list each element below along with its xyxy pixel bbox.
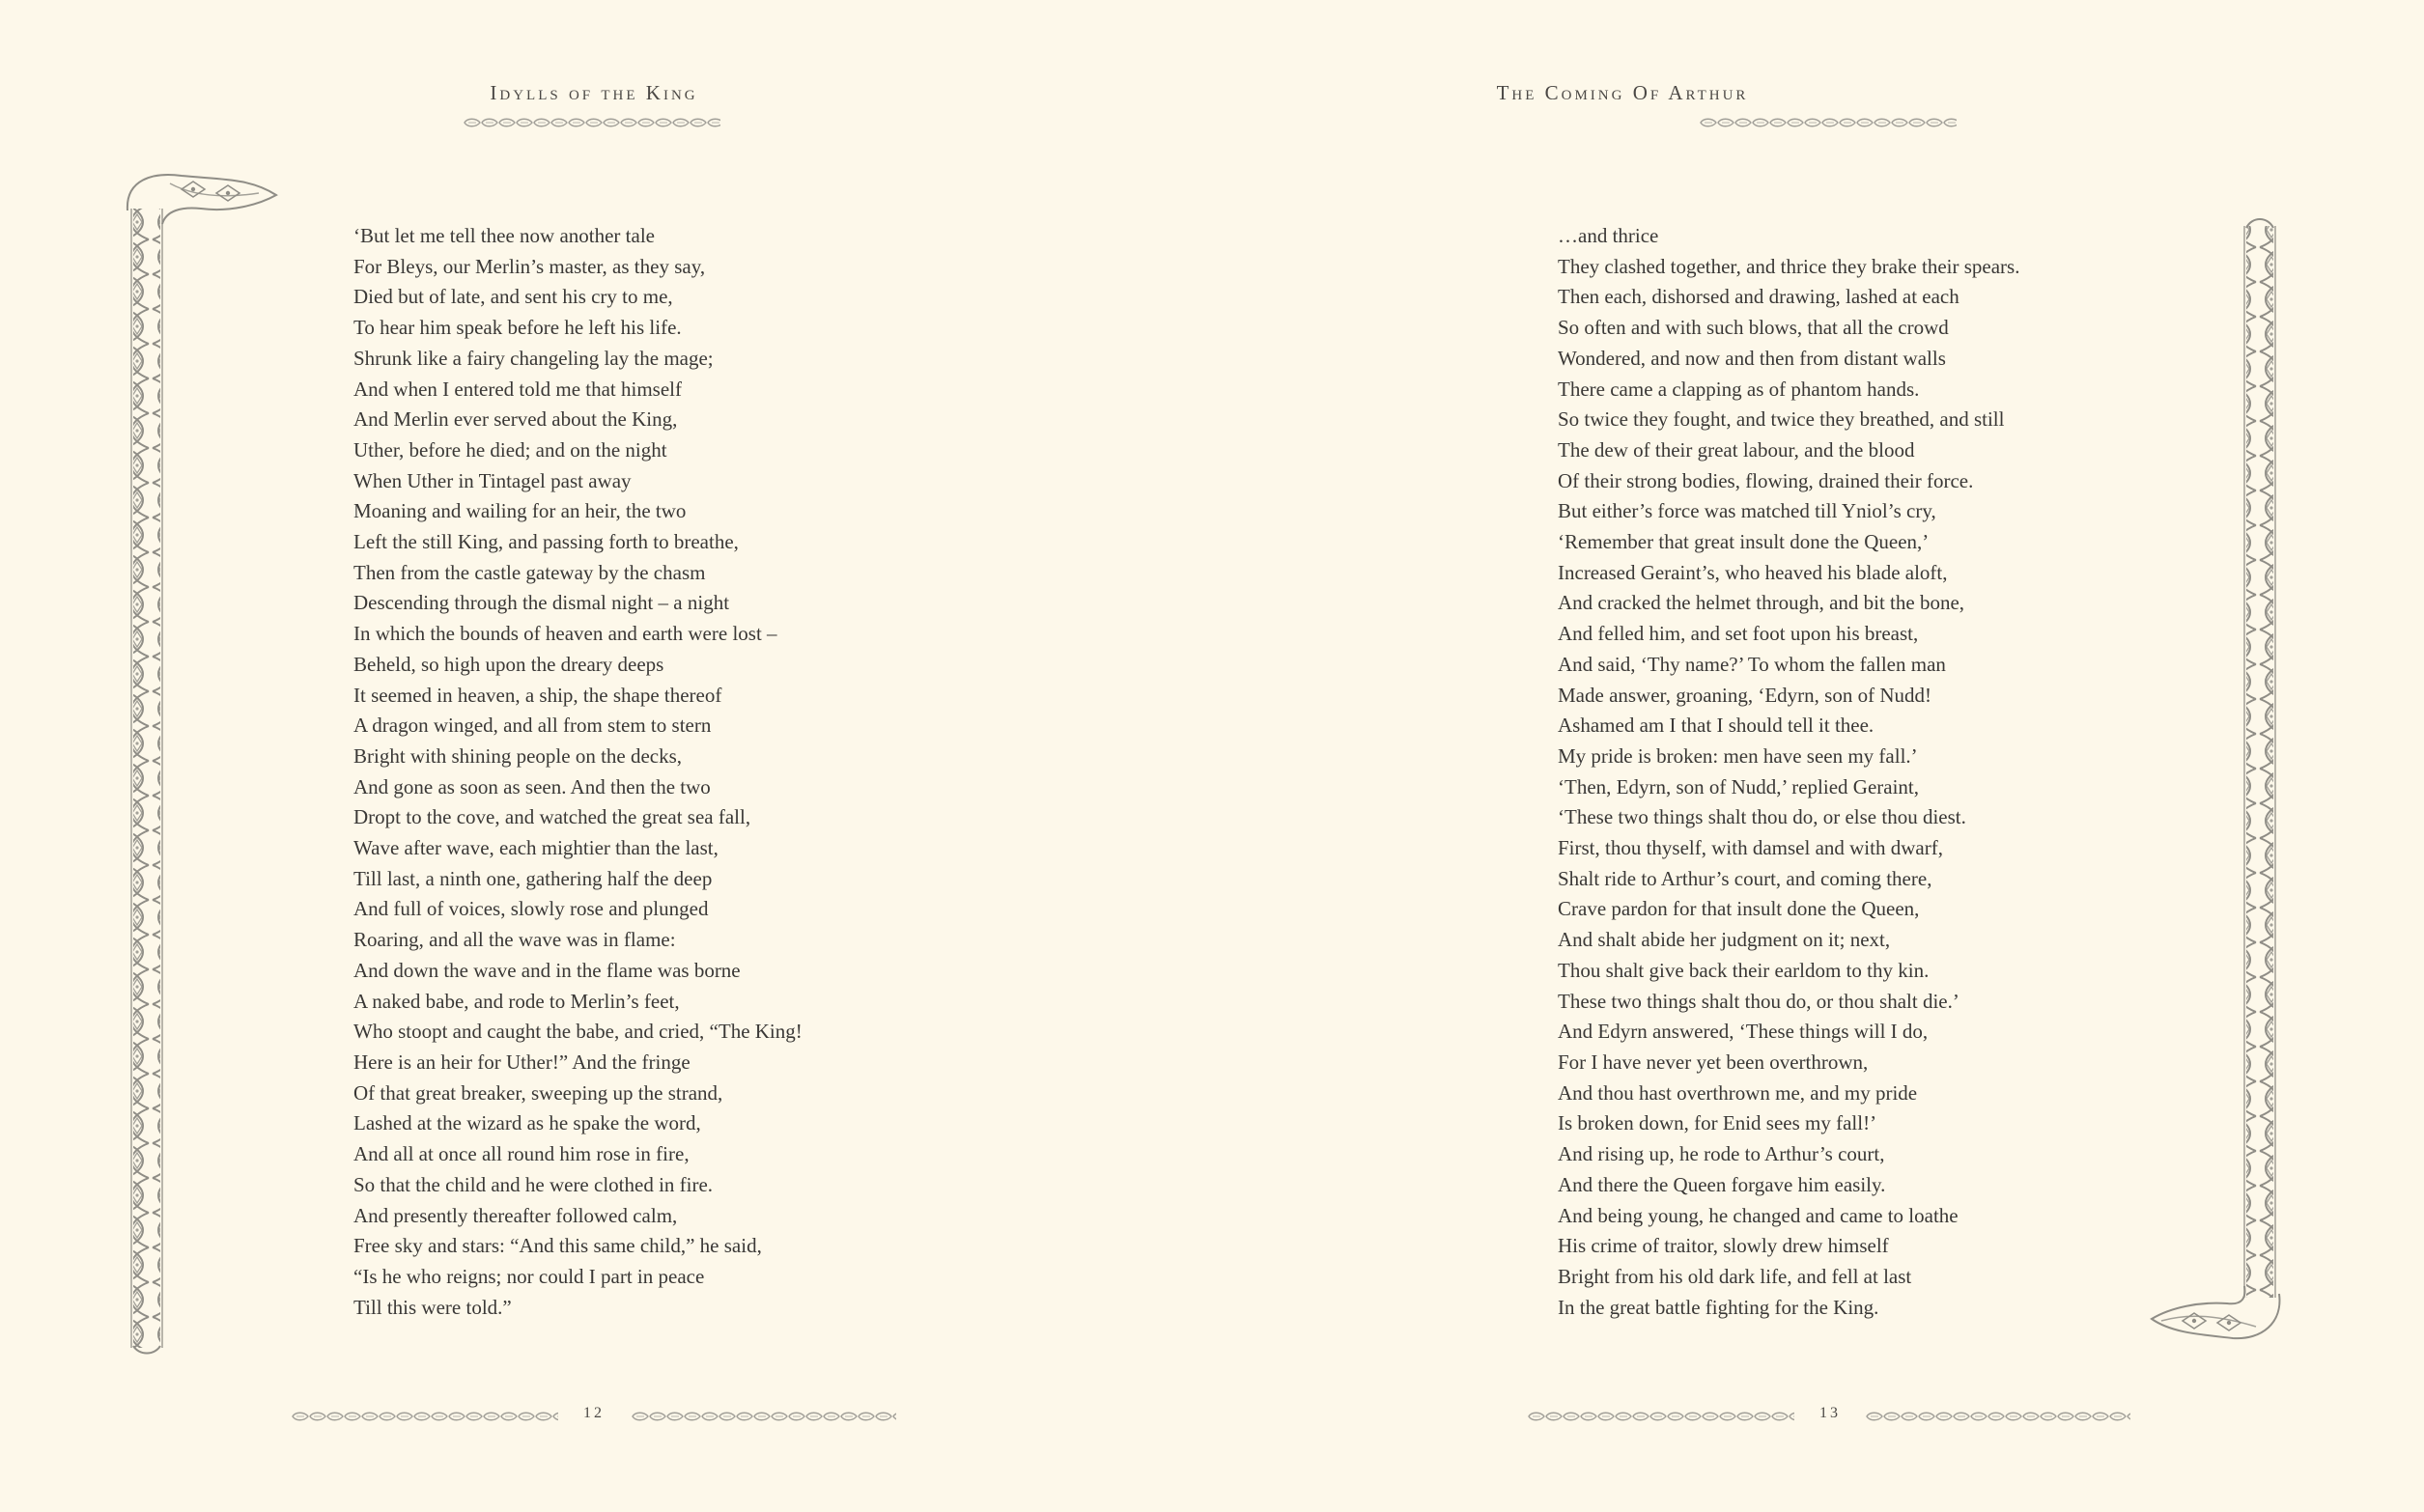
verse-line: And said, ‘Thy name?’ To whom the fallen man [1558,652,1946,676]
verse-line: Bright from his old dark life, and fell at last [1558,1264,1912,1288]
verse-line: Beheld, so high upon the dreary deeps [353,652,664,676]
verse-line: In which the bounds of heaven and earth were lost – [353,622,777,646]
verse-line: They clashed together, and thrice they brake their spears. [1558,254,2020,278]
verse-line: And all at once all round him rose in fire, [353,1142,690,1166]
verse-line: For I have never yet been overthrown, [1558,1050,1869,1074]
verse-line: A dragon winged, and all from stem to stern [353,714,712,738]
verse-line: And shalt abide her judgment on it; next, [1558,928,1891,952]
head-rule-ornament [1700,118,1957,127]
verse-line: “Is he who reigns; nor could I part in peace [353,1264,705,1288]
verse-line: Crave pardon for that insult done the Queen, [1558,897,1920,921]
verse-line: And Merlin ever served about the King, [353,407,678,432]
verse-line: There came a clapping as of phantom hands. [1558,377,1920,401]
verse-line: ‘Then, Edyrn, son of Nudd,’ replied Geraint, [1558,774,1920,798]
verse-line: …and thrice [1558,224,1659,247]
verse-line: Left the still King, and passing forth to breathe, [353,530,739,554]
verse-line: ‘But let me tell thee now another tale [353,224,655,247]
verse-line: And full of voices, slowly rose and plunged [353,897,709,921]
verse-line: Of that great breaker, sweeping up the strand, [353,1080,723,1105]
verse-line: And there the Queen forgave him easily. [1558,1172,1886,1196]
verse-line: And rising up, he rode to Arthur’s court, [1558,1142,1885,1166]
verse-line: For Bleys, our Merlin’s master, as they say, [353,254,706,278]
verse-line: In the great battle fighting for the King. [1558,1295,1879,1319]
verse-line: Ashamed am I that I should tell it thee. [1558,714,1874,738]
page-number-right: 13 [1819,1405,1841,1421]
verse-line: So twice they fought, and twice they breathed, and still [1558,407,2005,432]
verse-line: Wondered, and now and then from distant walls [1558,346,1946,370]
verse-line: And when I entered told me that himself [353,377,682,401]
verse-line: Died but of late, and sent his cry to me, [353,285,673,309]
verse-line: Of their strong bodies, flowing, drained their force. [1558,468,1974,492]
running-head-right: The Coming Of Arthur [1496,81,1749,104]
verse-line: Here is an heir for Uther!” And the fringe [353,1050,691,1074]
foot-rule-ornament [1866,1412,2130,1421]
verse-line: My pride is broken: men have seen my fall.’ [1558,743,1918,768]
verse-line: Lashed at the wizard as he spake the word, [353,1111,701,1135]
verse-line: The dew of their great labour, and the blood [1558,437,1915,462]
verse-line: A naked babe, and rode to Merlin’s feet, [353,989,680,1013]
verse-line: And presently thereafter followed calm, [353,1203,678,1227]
verse-line: And being young, he changed and came to loathe [1558,1203,1959,1227]
verse-line: Made answer, groaning, ‘Edyrn, son of Nudd! [1558,683,1931,707]
verse-line: And gone as soon as seen. And then the two [353,774,711,798]
verse-line: Moaning and wailing for an heir, the two [353,499,687,523]
verse-line: And down the wave and in the flame was borne [353,958,741,982]
verse-line: His crime of traitor, slowly drew himself [1558,1234,1889,1258]
verse-line: Shrunk like a fairy changeling lay the mage; [353,346,714,370]
verse-right [1558,221,2019,1323]
verse-line: Wave after wave, each mightier than the last, [353,836,719,860]
verse-line: And Edyrn answered, ‘These things will I do, [1558,1020,1929,1044]
verse-line: Is broken down, for Enid sees my fall!’ [1558,1111,1877,1135]
verse-line: And cracked the helmet through, and bit the bone, [1558,591,1965,615]
verse-line: Roaring, and all the wave was in flame: [353,928,676,952]
verse-line: When Uther in Tintagel past away [353,468,632,492]
verse-line: Till this were told.” [353,1295,512,1319]
verse-line: Shalt ride to Arthur’s court, and coming there, [1558,866,1932,890]
verse-line: Free sky and stars: “And this same child,” he said, [353,1234,762,1258]
verse-line: It seemed in heaven, a ship, the shape thereof [353,683,722,707]
verse-line: But either’s force was matched till Yniol’s cry, [1558,499,1936,523]
verse-line: Thou shalt give back their earldom to thy kin. [1558,958,1930,982]
verse-line: Descending through the dismal night – a night [353,591,730,615]
verse-line: And thou hast overthrown me, and my pride [1558,1080,1918,1105]
verse-line: And felled him, and set foot upon his breast, [1558,622,1919,646]
knotwork-border-right [2150,212,2297,1344]
running-head-left: Idylls of the King [490,81,698,104]
foot-rule-ornament [1528,1412,1794,1421]
verse-line: First, thou thyself, with damsel and with dwarf, [1558,836,1943,860]
verse-line: ‘Remember that great insult done the Queen,’ [1558,530,1930,554]
verse-line: Till last, a ninth one, gathering half the deep [353,866,713,890]
verse-line: So often and with such blows, that all the crowd [1558,316,1949,340]
verse-line: Dropt to the cove, and watched the great sea fall, [353,805,751,829]
verse-line: Bright with shining people on the decks, [353,743,683,768]
verse-line: So that the child and he were clothed in fire. [353,1172,714,1196]
verse-line: Then from the castle gateway by the chasm [353,560,706,584]
verse-line: Increased Geraint’s, who heaved his blade aloft, [1558,560,1948,584]
verse-line: ‘These two things shalt thou do, or else thou diest. [1558,805,1966,829]
page-number-left: 12 [583,1405,605,1421]
verse-line: Then each, dishorsed and drawing, lashed at each [1558,285,1959,309]
verse-line: Uther, before he died; and on the night [353,437,667,462]
verse-line: Who stoopt and caught the babe, and cried, “The King! [353,1020,803,1044]
verse-line: These two things shalt thou do, or thou shalt die.’ [1558,989,1959,1013]
verse-line: To hear him speak before he left his life. [353,316,682,340]
